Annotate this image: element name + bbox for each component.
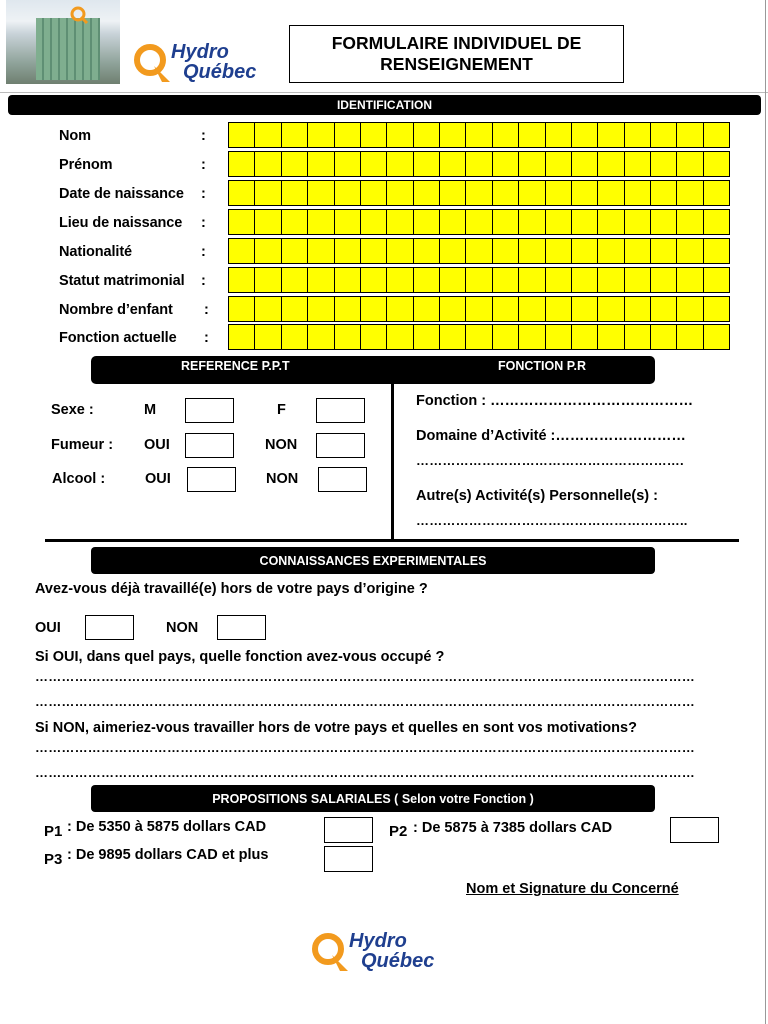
character-cell[interactable] xyxy=(625,239,651,263)
character-cell[interactable] xyxy=(387,123,413,147)
connaissances-heading: CONNAISSANCES EXPERIMENTALES xyxy=(91,547,655,574)
character-cell[interactable] xyxy=(440,210,466,234)
character-cell[interactable] xyxy=(414,210,440,234)
character-cell[interactable] xyxy=(651,268,677,292)
character-cell[interactable] xyxy=(625,123,651,147)
field-colon: : xyxy=(201,273,206,289)
character-cell[interactable] xyxy=(361,268,387,292)
character-cell[interactable] xyxy=(651,239,677,263)
character-cell[interactable] xyxy=(255,239,281,263)
character-cell[interactable] xyxy=(335,325,361,349)
field-label: Fonction actuelle xyxy=(59,330,177,346)
character-cell[interactable] xyxy=(651,123,677,147)
sexe-f-label: F xyxy=(277,402,286,418)
worked-abroad-oui-checkbox[interactable] xyxy=(85,615,134,640)
field-colon: : xyxy=(201,157,206,173)
answer-non-line-1[interactable]: …………………………………………………………………………………………………………………………………… xyxy=(35,740,695,755)
character-cell[interactable] xyxy=(598,268,624,292)
character-cell[interactable] xyxy=(335,181,361,205)
logo-word-hydro: Hydro xyxy=(349,930,407,952)
character-cell[interactable] xyxy=(519,210,545,234)
character-cell[interactable] xyxy=(625,210,651,234)
character-cell[interactable] xyxy=(466,239,492,263)
alcool-oui-checkbox[interactable] xyxy=(187,467,236,492)
character-cell[interactable] xyxy=(493,210,519,234)
character-cell[interactable] xyxy=(546,181,572,205)
character-cell[interactable] xyxy=(387,325,413,349)
character-cell[interactable] xyxy=(677,268,703,292)
character-cell[interactable] xyxy=(704,297,729,321)
character-cell[interactable] xyxy=(598,239,624,263)
character-grid-input[interactable] xyxy=(228,209,730,235)
fumeur-oui-label: OUI xyxy=(144,437,170,453)
character-cell[interactable] xyxy=(282,152,308,176)
field-colon: : xyxy=(204,330,209,346)
character-cell[interactable] xyxy=(493,152,519,176)
logo-word-hydro: Hydro xyxy=(171,41,229,63)
character-cell[interactable] xyxy=(677,152,703,176)
alcool-oui-label: OUI xyxy=(145,471,171,487)
character-cell[interactable] xyxy=(255,123,281,147)
worked-abroad-non-checkbox[interactable] xyxy=(217,615,266,640)
character-cell[interactable] xyxy=(493,123,519,147)
reference-ppt-heading: REFERENCE P.P.T xyxy=(181,359,290,373)
character-cell[interactable] xyxy=(572,181,598,205)
character-cell[interactable] xyxy=(546,152,572,176)
character-cell[interactable] xyxy=(414,239,440,263)
character-cell[interactable] xyxy=(704,181,729,205)
autres-activites-label: Autre(s) Activité(s) Personnelle(s) : xyxy=(416,488,658,504)
character-cell[interactable] xyxy=(704,152,729,176)
character-cell[interactable] xyxy=(466,181,492,205)
character-cell[interactable] xyxy=(440,181,466,205)
character-cell[interactable] xyxy=(625,325,651,349)
character-grid-input[interactable] xyxy=(228,180,730,206)
character-cell[interactable] xyxy=(255,297,281,321)
character-cell[interactable] xyxy=(625,181,651,205)
character-cell[interactable] xyxy=(229,181,255,205)
character-cell[interactable] xyxy=(414,297,440,321)
character-cell[interactable] xyxy=(466,325,492,349)
character-grid-input[interactable] xyxy=(228,151,730,177)
character-cell[interactable] xyxy=(335,123,361,147)
character-cell[interactable] xyxy=(308,181,334,205)
character-cell[interactable] xyxy=(572,123,598,147)
autres-activites-dots[interactable]: …………………………………………………….. xyxy=(416,513,688,528)
character-cell[interactable] xyxy=(572,210,598,234)
character-cell[interactable] xyxy=(282,268,308,292)
question-worked-abroad: Avez-vous déjà travaillé(e) hors de votre pays d’origine ? xyxy=(35,581,428,597)
character-cell[interactable] xyxy=(255,325,281,349)
fumeur-label: Fumeur : xyxy=(51,437,114,453)
character-cell[interactable] xyxy=(519,239,545,263)
character-cell[interactable] xyxy=(572,268,598,292)
character-cell[interactable] xyxy=(255,152,281,176)
character-cell[interactable] xyxy=(704,210,729,234)
character-cell[interactable] xyxy=(229,123,255,147)
field-label: Date de naissance xyxy=(59,186,184,202)
building-photo xyxy=(6,0,120,84)
character-cell[interactable] xyxy=(440,239,466,263)
character-cell[interactable] xyxy=(493,325,519,349)
character-cell[interactable] xyxy=(546,239,572,263)
character-cell[interactable] xyxy=(335,210,361,234)
character-cell[interactable] xyxy=(519,152,545,176)
character-cell[interactable] xyxy=(598,210,624,234)
character-cell[interactable] xyxy=(466,297,492,321)
answer-oui-line-1[interactable]: …………………………………………………………………………………………………………………………………… xyxy=(35,669,695,684)
character-cell[interactable] xyxy=(308,210,334,234)
character-cell[interactable] xyxy=(335,152,361,176)
character-cell[interactable] xyxy=(677,239,703,263)
character-cell[interactable] xyxy=(598,325,624,349)
character-cell[interactable] xyxy=(308,239,334,263)
character-cell[interactable] xyxy=(361,123,387,147)
section-divider xyxy=(45,539,739,542)
sexe-label: Sexe : xyxy=(51,402,94,418)
character-cell[interactable] xyxy=(414,181,440,205)
character-cell[interactable] xyxy=(625,268,651,292)
field-colon: : xyxy=(201,128,206,144)
fumeur-oui-checkbox[interactable] xyxy=(185,433,234,458)
character-cell[interactable] xyxy=(519,325,545,349)
character-cell[interactable] xyxy=(308,297,334,321)
field-label: Nombre d’enfant xyxy=(59,302,173,318)
character-cell[interactable] xyxy=(440,297,466,321)
fonction-pr-heading: FONCTION P.R xyxy=(498,359,586,373)
p1-checkbox[interactable] xyxy=(324,817,373,843)
character-grid-input[interactable] xyxy=(228,324,730,350)
character-cell[interactable] xyxy=(440,268,466,292)
character-cell[interactable] xyxy=(361,210,387,234)
field-label: Statut matrimonial xyxy=(59,273,185,289)
character-cell[interactable] xyxy=(229,297,255,321)
column-divider xyxy=(391,384,394,540)
sexe-f-checkbox[interactable] xyxy=(316,398,365,423)
character-cell[interactable] xyxy=(677,123,703,147)
page-edge xyxy=(765,0,766,1024)
character-cell[interactable] xyxy=(651,152,677,176)
character-cell[interactable] xyxy=(255,210,281,234)
field-label: Prénom xyxy=(59,157,113,173)
character-cell[interactable] xyxy=(625,152,651,176)
character-cell[interactable] xyxy=(677,325,703,349)
character-cell[interactable] xyxy=(546,268,572,292)
character-cell[interactable] xyxy=(651,325,677,349)
alcool-non-label: NON xyxy=(266,471,299,487)
character-cell[interactable] xyxy=(466,123,492,147)
character-cell[interactable] xyxy=(440,123,466,147)
field-label: Nom xyxy=(59,128,91,144)
character-cell[interactable] xyxy=(440,325,466,349)
hydro-quebec-logo xyxy=(128,38,273,86)
fumeur-non-checkbox[interactable] xyxy=(316,433,365,458)
character-cell[interactable] xyxy=(572,239,598,263)
character-cell[interactable] xyxy=(493,297,519,321)
character-cell[interactable] xyxy=(387,297,413,321)
form-title-line2: RENSEIGNEMENT xyxy=(380,54,533,74)
character-cell[interactable] xyxy=(598,123,624,147)
character-cell[interactable] xyxy=(387,239,413,263)
character-cell[interactable] xyxy=(255,181,281,205)
character-cell[interactable] xyxy=(572,152,598,176)
character-cell[interactable] xyxy=(519,297,545,321)
character-cell[interactable] xyxy=(361,297,387,321)
character-cell[interactable] xyxy=(255,268,281,292)
character-cell[interactable] xyxy=(546,123,572,147)
character-cell[interactable] xyxy=(387,152,413,176)
character-cell[interactable] xyxy=(229,325,255,349)
field-colon: : xyxy=(201,215,206,231)
question-if-oui: Si OUI, dans quel pays, quelle fonction avez-vous occupé ? xyxy=(35,649,445,665)
character-cell[interactable] xyxy=(440,152,466,176)
p2-checkbox[interactable] xyxy=(670,817,719,843)
character-cell[interactable] xyxy=(282,181,308,205)
signature-label: Nom et Signature du Concerné xyxy=(466,881,679,897)
logo-word-quebec: Québec xyxy=(183,61,257,83)
character-cell[interactable] xyxy=(677,181,703,205)
character-grid-input[interactable] xyxy=(228,267,730,293)
character-cell[interactable] xyxy=(414,268,440,292)
character-cell[interactable] xyxy=(519,181,545,205)
character-cell[interactable] xyxy=(335,239,361,263)
character-cell[interactable] xyxy=(361,239,387,263)
character-cell[interactable] xyxy=(361,152,387,176)
form-title-line1: FORMULAIRE INDIVIDUEL DE xyxy=(331,33,582,53)
character-cell[interactable] xyxy=(493,181,519,205)
worked-abroad-oui-label: OUI xyxy=(35,620,61,636)
p2-code: P2 xyxy=(389,823,408,840)
character-cell[interactable] xyxy=(229,239,255,263)
character-cell[interactable] xyxy=(361,181,387,205)
identification-heading: IDENTIFICATION xyxy=(8,95,761,115)
logo-word-quebec: Québec xyxy=(361,950,435,972)
character-grid-input[interactable] xyxy=(228,122,730,148)
character-cell[interactable] xyxy=(493,268,519,292)
character-cell[interactable] xyxy=(704,123,729,147)
p3-checkbox[interactable] xyxy=(324,846,373,872)
form-title xyxy=(289,25,624,83)
character-cell[interactable] xyxy=(308,268,334,292)
alcool-label: Alcool : xyxy=(52,471,106,487)
character-cell[interactable] xyxy=(335,297,361,321)
character-cell[interactable] xyxy=(308,325,334,349)
character-grid-input[interactable] xyxy=(228,296,730,322)
character-cell[interactable] xyxy=(572,325,598,349)
character-cell[interactable] xyxy=(308,123,334,147)
character-cell[interactable] xyxy=(651,210,677,234)
fumeur-non-label: NON xyxy=(265,437,298,453)
p3-code: P3 xyxy=(44,851,63,868)
character-cell[interactable] xyxy=(651,181,677,205)
character-cell[interactable] xyxy=(546,325,572,349)
character-cell[interactable] xyxy=(704,239,729,263)
character-cell[interactable] xyxy=(414,123,440,147)
character-cell[interactable] xyxy=(651,297,677,321)
character-cell[interactable] xyxy=(598,181,624,205)
character-cell[interactable] xyxy=(282,297,308,321)
p1-text: : De 5350 à 5875 dollars CAD xyxy=(67,819,267,835)
character-cell[interactable] xyxy=(387,268,413,292)
propositions-heading: PROPOSITIONS SALARIALES ( Selon votre Fonction ) xyxy=(91,785,655,812)
character-cell[interactable] xyxy=(282,239,308,263)
reference-heading-bar xyxy=(91,356,655,384)
character-cell[interactable] xyxy=(704,325,729,349)
field-label: Lieu de naissance xyxy=(59,215,183,231)
character-cell[interactable] xyxy=(229,268,255,292)
character-cell[interactable] xyxy=(229,152,255,176)
character-cell[interactable] xyxy=(677,210,703,234)
character-cell[interactable] xyxy=(466,152,492,176)
fonction-field[interactable]: Fonction : …………………………………… xyxy=(416,393,694,409)
worked-abroad-non-label: NON xyxy=(166,620,199,636)
character-cell[interactable] xyxy=(387,181,413,205)
character-cell[interactable] xyxy=(598,297,624,321)
question-if-non: Si NON, aimeriez-vous travailler hors de votre pays et quelles en sont vos motivations? xyxy=(35,720,637,736)
character-cell[interactable] xyxy=(282,210,308,234)
character-cell[interactable] xyxy=(229,210,255,234)
character-cell[interactable] xyxy=(282,123,308,147)
p2-text: : De 5875 à 7385 dollars CAD xyxy=(413,820,613,836)
answer-oui-line-2[interactable]: …………………………………………………………………………………………………………………………………… xyxy=(35,694,695,709)
character-cell[interactable] xyxy=(546,210,572,234)
domaine-activite-dots[interactable]: ……………………………………………………. xyxy=(416,453,684,468)
character-grid-input[interactable] xyxy=(228,238,730,264)
sexe-m-checkbox[interactable] xyxy=(185,398,234,423)
hydro-quebec-logo-footer xyxy=(306,927,451,975)
header-divider xyxy=(0,92,768,93)
character-cell[interactable] xyxy=(414,325,440,349)
domaine-activite-field[interactable]: Domaine d’Activité :……………………… xyxy=(416,428,686,444)
field-colon: : xyxy=(204,302,209,318)
sexe-m-label: M xyxy=(144,402,157,418)
answer-non-line-2[interactable]: …………………………………………………………………………………………………………………………………… xyxy=(35,765,695,780)
character-cell[interactable] xyxy=(387,210,413,234)
character-cell[interactable] xyxy=(519,268,545,292)
character-cell[interactable] xyxy=(519,123,545,147)
character-cell[interactable] xyxy=(493,239,519,263)
character-cell[interactable] xyxy=(335,268,361,292)
character-cell[interactable] xyxy=(704,268,729,292)
p1-code: P1 xyxy=(44,823,63,840)
character-cell[interactable] xyxy=(466,268,492,292)
character-cell[interactable] xyxy=(625,297,651,321)
character-cell[interactable] xyxy=(677,297,703,321)
alcool-non-checkbox[interactable] xyxy=(318,467,367,492)
character-cell[interactable] xyxy=(282,325,308,349)
character-cell[interactable] xyxy=(361,325,387,349)
field-colon: : xyxy=(201,244,206,260)
field-colon: : xyxy=(201,186,206,202)
character-cell[interactable] xyxy=(546,297,572,321)
character-cell[interactable] xyxy=(572,297,598,321)
character-cell[interactable] xyxy=(414,152,440,176)
character-cell[interactable] xyxy=(466,210,492,234)
character-cell[interactable] xyxy=(598,152,624,176)
field-label: Nationalité xyxy=(59,244,133,260)
character-cell[interactable] xyxy=(308,152,334,176)
p3-text: : De 9895 dollars CAD et plus xyxy=(67,847,269,863)
